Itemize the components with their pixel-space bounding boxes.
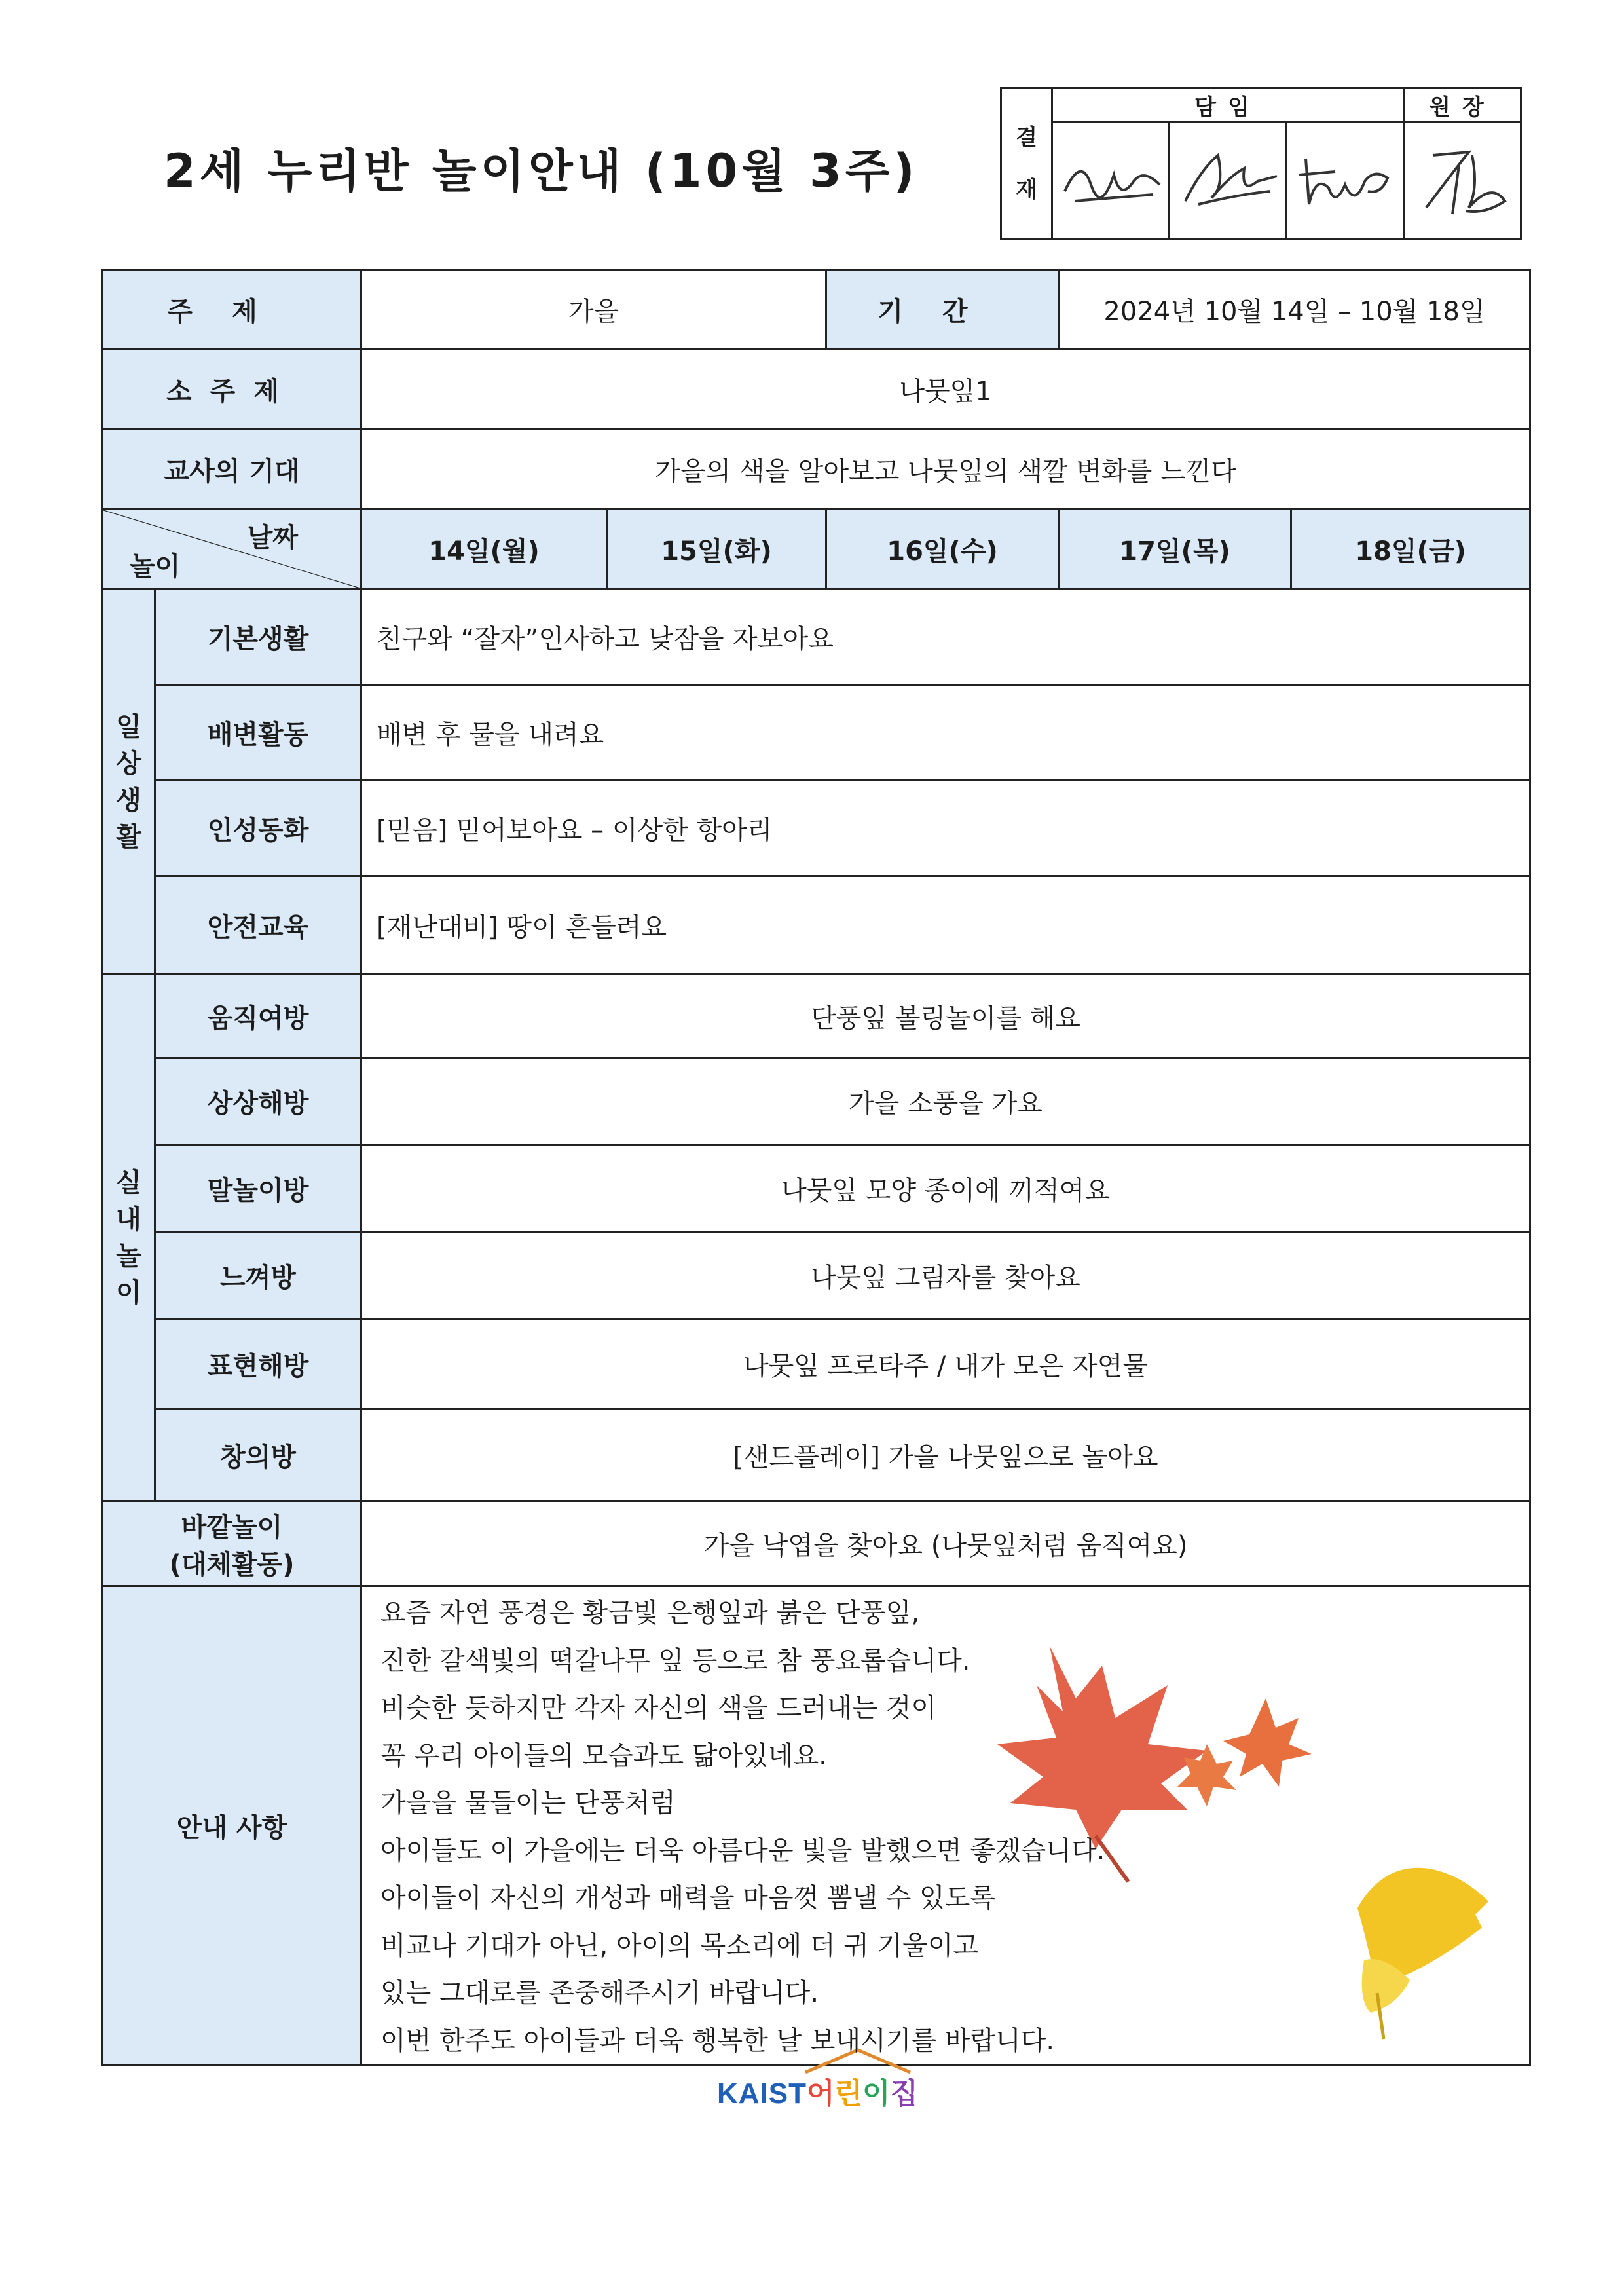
logo-char: 이 [862, 2077, 891, 2110]
approval-label-bottom: 재 [1016, 177, 1037, 203]
teacher-header: 담임 [1052, 88, 1404, 122]
notice-content [361, 1586, 1530, 2066]
logo-char: 어 [807, 2077, 835, 2110]
row-label: 창의방 [155, 1409, 361, 1501]
subtopic-value: 나뭇잎1 [361, 350, 1530, 430]
date-play-header [103, 510, 361, 589]
signature-teacher-2 [1170, 122, 1287, 240]
day-header: 18일(금) [1291, 510, 1530, 589]
daily-life-group [103, 589, 155, 975]
row-label: 표현해방 [155, 1319, 361, 1409]
signature-teacher-1 [1052, 122, 1170, 240]
indoor-play-group-label: 실내놀이 [116, 1167, 141, 1308]
row-value: 나뭇잎 그림자를 찾아요 [361, 1233, 1530, 1319]
row-label: 기본생활 [155, 589, 361, 685]
notice-line: 비교나 기대가 아닌, 아이의 목소리에 더 귀 기울이고 [380, 1930, 979, 1961]
row-label: 상상해방 [155, 1058, 361, 1145]
day-header: 14일(월) [361, 510, 607, 589]
outdoor-label [103, 1501, 361, 1586]
row-label: 느껴방 [155, 1233, 361, 1319]
approval-label [1001, 88, 1052, 240]
topic-label: 주제 [103, 270, 361, 350]
row-label: 안전교육 [155, 876, 361, 975]
date-label: 날짜 [247, 523, 298, 553]
daily-life-group-label: 일상생활 [116, 711, 141, 852]
logo-brand: KAIST [717, 2078, 807, 2110]
outdoor-label-1: 바깥놀이 [181, 1512, 283, 1542]
notice-line: 가을을 물들이는 단풍처럼 [380, 1788, 676, 1818]
notice-line: 아이들도 이 가을에는 더욱 아름다운 빛을 발했으면 좋겠습니다. [380, 1835, 1105, 1866]
topic-value: 가을 [361, 270, 826, 350]
logo-char: 린 [834, 2077, 863, 2110]
indoor-play-group [103, 975, 155, 1501]
plan-table [101, 269, 1531, 2066]
expectation-value: 가을의 색을 알아보고 나뭇잎의 색깔 변화를 느낀다 [361, 430, 1530, 510]
period-value: 2024년 10월 14일 – 10월 18일 [1059, 270, 1530, 350]
day-header: 17일(목) [1059, 510, 1291, 589]
page-title: 2세 누리반 놀이안내 (10월 3주) [164, 144, 919, 198]
row-value: 나뭇잎 모양 종이에 끼적여요 [361, 1145, 1530, 1233]
row-label: 배변활동 [155, 685, 361, 781]
play-label: 놀이 [130, 551, 181, 582]
kaist-daycare-logo [717, 2070, 918, 2112]
director-header: 원장 [1404, 88, 1521, 122]
notice-line: 꼭 우리 아이들의 모습과도 닮아있네요. [380, 1740, 827, 1771]
outdoor-value: 가을 낙엽을 찾아요 (나뭇잎처럼 움직여요) [361, 1501, 1530, 1586]
row-value: 가을 소풍을 가요 [361, 1058, 1530, 1145]
notice-line: 진한 갈색빛의 떡갈나무 잎 등으로 참 풍요롭습니다. [380, 1645, 970, 1676]
row-label: 움직여방 [155, 975, 361, 1058]
row-value: [믿음] 믿어보아요 – 이상한 항아리 [361, 781, 1530, 876]
notice-line: 아이들이 자신의 개성과 매력을 마음껏 뽐낼 수 있도록 [380, 1883, 996, 1913]
row-value: 단풍잎 볼링놀이를 해요 [361, 975, 1530, 1058]
day-header: 16일(수) [826, 510, 1059, 589]
row-value: 친구와 “잘자”인사하고 낮잠을 자보아요 [361, 589, 1530, 685]
outdoor-label-2: (대체활동) [169, 1549, 295, 1580]
period-label: 기간 [826, 270, 1059, 350]
notice-line: 요즘 자연 풍경은 황금빛 은행잎과 붉은 단풍잎, [380, 1598, 920, 1628]
subtopic-label: 소주제 [103, 350, 361, 430]
approval-label-top: 결 [1016, 124, 1037, 151]
row-label: 말놀이방 [155, 1145, 361, 1233]
row-value: 나뭇잎 프로타주 / 내가 모은 자연물 [361, 1319, 1530, 1409]
row-label: 인성동화 [155, 781, 361, 876]
row-value: 배변 후 물을 내려요 [361, 685, 1530, 781]
notice-line: 이번 한주도 아이들과 더욱 행복한 날 보내시기를 바랍니다. [380, 2025, 1055, 2056]
notice-label: 안내 사항 [103, 1586, 361, 2066]
row-value: [재난대비] 땅이 흔들려요 [361, 876, 1530, 975]
notice-line: 비슷한 듯하지만 각자 자신의 색을 드러내는 것이 [380, 1693, 937, 1723]
notice-text [362, 1587, 1529, 2064]
day-header: 15일(화) [607, 510, 826, 589]
row-value: [샌드플레이] 가을 나뭇잎으로 놀아요 [361, 1409, 1530, 1501]
signature-director [1404, 122, 1521, 240]
notice-line: 있는 그대로를 존중해주시기 바랍니다. [380, 1978, 819, 2008]
signature-teacher-3 [1287, 122, 1404, 240]
logo-char: 집 [890, 2077, 919, 2110]
approval-box [1000, 87, 1522, 240]
expectation-label: 교사의 기대 [103, 430, 361, 510]
